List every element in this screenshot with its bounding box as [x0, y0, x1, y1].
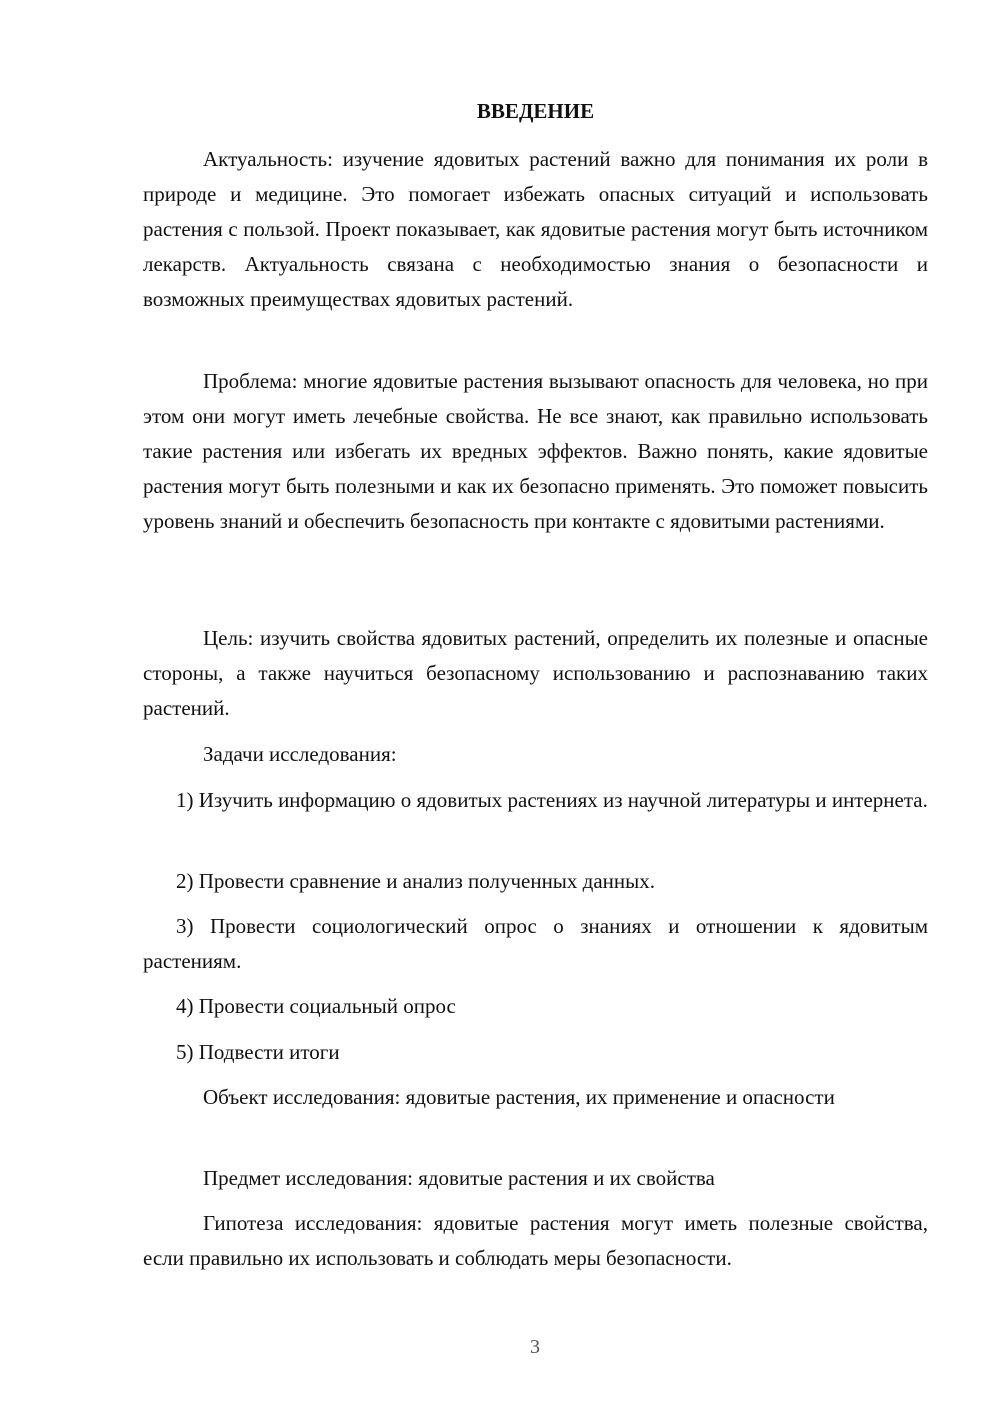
- relevance-paragraph: Актуальность: изучение ядовитых растений важно для понимания их роли в природе и медицине. Это помогает избежать опасных ситуаций и использовать растения с пользой. Проект показывает, как ядовитые растения могут быть источником лекарств. Актуальность связана с необходимостью знания о безопасности и возможных преимуществах ядовитых растений.: [143, 147, 928, 311]
- problem-paragraph: Проблема: многие ядовитые растения вызывают опасность для человека, но при этом они могут иметь лечебные свойства. Не все знают, как правильно использовать такие растения или избегать их вредных эффектов. Важно понять, какие ядовитые растения могут быть полезными и как их безопасно применять. Это поможет повысить уровень знаний и обеспечить безопасность при контакте с ядовитыми растениями.: [143, 369, 928, 533]
- task-item-1: 1) Изучить информацию о ядовитых растениях из научной литературы и интернета.: [176, 788, 928, 812]
- subject-paragraph: Предмет исследования: ядовитые растения и их свойства: [203, 1166, 715, 1190]
- task-item-4: 4) Провести социальный опрос: [176, 994, 456, 1018]
- task-item-2: 2) Провести сравнение и анализ полученных данных.: [176, 869, 656, 893]
- object-paragraph: Объект исследования: ядовитые растения, их применение и опасности: [203, 1085, 835, 1109]
- goal-paragraph: Цель: изучить свойства ядовитых растений, определить их полезные и опасные стороны, а также научиться безопасному использованию и распознаванию таких растений.: [143, 626, 928, 720]
- tasks-heading: Задачи исследования:: [203, 742, 397, 766]
- section-title: ВВЕДЕНИЕ: [476, 99, 595, 123]
- task-item-3: 3) Провести социологический опрос о знаниях и отношении к ядовитым растениям.: [143, 914, 928, 973]
- task-item-5: 5) Подвести итоги: [176, 1040, 340, 1064]
- hypothesis-paragraph: Гипотеза исследования: ядовитые растения могут иметь полезные свойства, если правильно их использовать и соблюдать меры безопасности.: [143, 1211, 928, 1270]
- page-number: 3: [530, 1336, 540, 1358]
